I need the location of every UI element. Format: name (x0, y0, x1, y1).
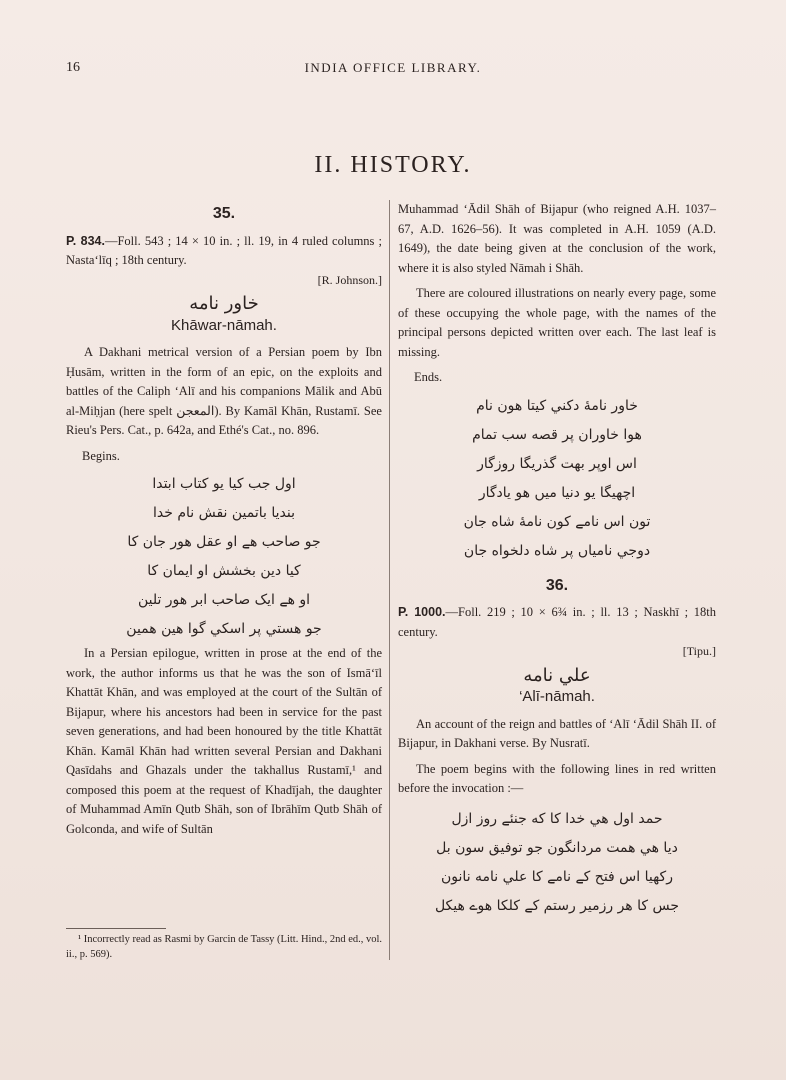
entry-36-verses (398, 805, 716, 921)
verse-line: جس کا هر رزمیر رستم کے کلکا هوے هیکل (434, 897, 680, 914)
verse-line: خاور نامهٔ دکني کیتا هون نام (476, 397, 638, 414)
entry-35-ends-verses (398, 392, 716, 566)
entry-35-continuation: Muhammad ‘Ādil Shāh of Bijapur (who reigned A.H. 1037–67, A.D. 1626–56). It was completed in A.H. 1059 (A.D. 1649), the date being given at the conclusion of the work, where it is also styled Nāmah i Shāh. (398, 202, 716, 275)
verse-line: حمد اول هي خدا کا که جنئے روز ازل (451, 810, 663, 827)
verse-line: کیا دین بخشش او ایمان کا (147, 563, 301, 579)
verse-line: اس اوپر بهت گذریگا روزگار (477, 455, 637, 472)
entry-36-physical: —Foll. 219 ; 10 × 6¾ in. ; ll. 13 ; Naskhī ; 18th century. (398, 605, 716, 639)
left-column (66, 200, 382, 845)
verse-line: جو هستي پر اسکي گوا هين همين (126, 621, 322, 637)
verse-line: جو صاحب هے او عقل هور جان کا (127, 534, 321, 550)
verse-line: بندیا باتمین نقش نام خدا (152, 505, 296, 521)
section-title: II. HISTORY. (314, 152, 472, 178)
column-divider (389, 200, 390, 960)
entry-35-description: A Dakhani metrical version of a Persian poem by Ibn Ḥusām, written in the form of an epic, on the exploits and battles of the Caliph ‘Alī and his companions Mālik and Abū al-Miḥjan (here spelt المعجن). By Kamāl Khān, Rustamī. See Rieu's Pers. Cat., p. 642a, and Ethé's Cat., no. 896. (66, 345, 382, 437)
running-head (0, 58, 786, 78)
entry-36-number: 36. (545, 576, 569, 594)
verse-line: رکهیا اس فتح کے نامے کا علي نامه نانون (441, 868, 673, 885)
entry-36-begins-text: The poem begins with the following lines in red written before the invocation :— (398, 761, 716, 795)
entry-36-reference (398, 603, 716, 642)
entry-35-illustrations: There are coloured illustrations on nearly every page, some of these occupying the whole page, with the names of the principal persons depicted written over each. The last leaf is missing. (398, 286, 716, 359)
entry-36-source: [Tipu.] (682, 644, 716, 658)
verse-line: او هے ایک صاحب ابر هور تلین (137, 592, 311, 608)
entry-35-begins-label: Begins. (82, 448, 120, 463)
verse-line: اچهیگا یو دنیا میں هو یادگار (478, 484, 636, 501)
entry-35-source: [R. Johnson.] (317, 272, 382, 287)
entry-36-shelfmark: P. 1000. (398, 605, 446, 619)
entry-35-shelfmark: P. 834. (66, 233, 105, 248)
verse-line: هوا خاوران پر قصه سب تمام (472, 426, 642, 443)
entry-35-arabic-title: خاور نامه (189, 293, 259, 314)
entry-36-latin-title: ‘Alī-nāmah. (519, 688, 595, 705)
verse-line: اول جب کیا یو کتاب ابتدا (152, 476, 296, 492)
entry-35-epilogue: In a Persian epilogue, written in prose at the end of the work, the author informs us that he was the son of Ismā‘īl Khattāt Khān, and was employed at the court of the Sultān of Bijapur, where his ancestors had been in service for the past seven generations, and had been honoured by the title Khattāt Khān. Kamāl Khān had written several Persian and Dakhani Qasīdahs and Ghazals under the takhallus Rustamī,¹ and composed this poem at the request of Khadījah, the daughter of Muhammad Amīn Qutb Shāh, son of Ibrāhīm Qutb Shāh of Golconda, and wife of Sultān (66, 646, 382, 836)
entry-36-arabic-title: علي نامه (523, 664, 591, 686)
footnote: ¹ Incorrectly read as Rasmi by Garcin de Tassy (Litt. Hind., 2nd ed., vol. ii., p. 569). (66, 934, 383, 960)
footnote-rule (66, 928, 166, 929)
verse-line: دیا هي همت مردانگون جو توفیق سون بل (436, 839, 678, 856)
entry-35-latin-title: Khāwar-nāmah. (171, 316, 277, 334)
entry-35-begins-verses (66, 470, 382, 644)
verse-line: دوجي نامیاں پر شاه دلخواه جان (463, 542, 651, 559)
right-column (398, 200, 716, 921)
entry-35-number: 35. (212, 205, 236, 222)
library-title: INDIA OFFICE LIBRARY. (304, 60, 482, 75)
page-number: 16 (66, 60, 80, 75)
entry-36-description: An account of the reign and battles of ‘Alī ‘Ādil Shāh II. of Bijapur, in Dakhani verse. By Nusratī. (398, 716, 716, 750)
entry-35-ends-label: Ends. (414, 370, 443, 384)
entry-35-physical: —Foll. 543 ; 14 × 10 in. ; ll. 19, in 4 ruled columns ; Nasta‘līq ; 18th century. (66, 233, 382, 267)
verse-line: تون اس نامے کون نامهٔ شاه جان (463, 513, 651, 530)
entry-35-reference (66, 232, 382, 271)
